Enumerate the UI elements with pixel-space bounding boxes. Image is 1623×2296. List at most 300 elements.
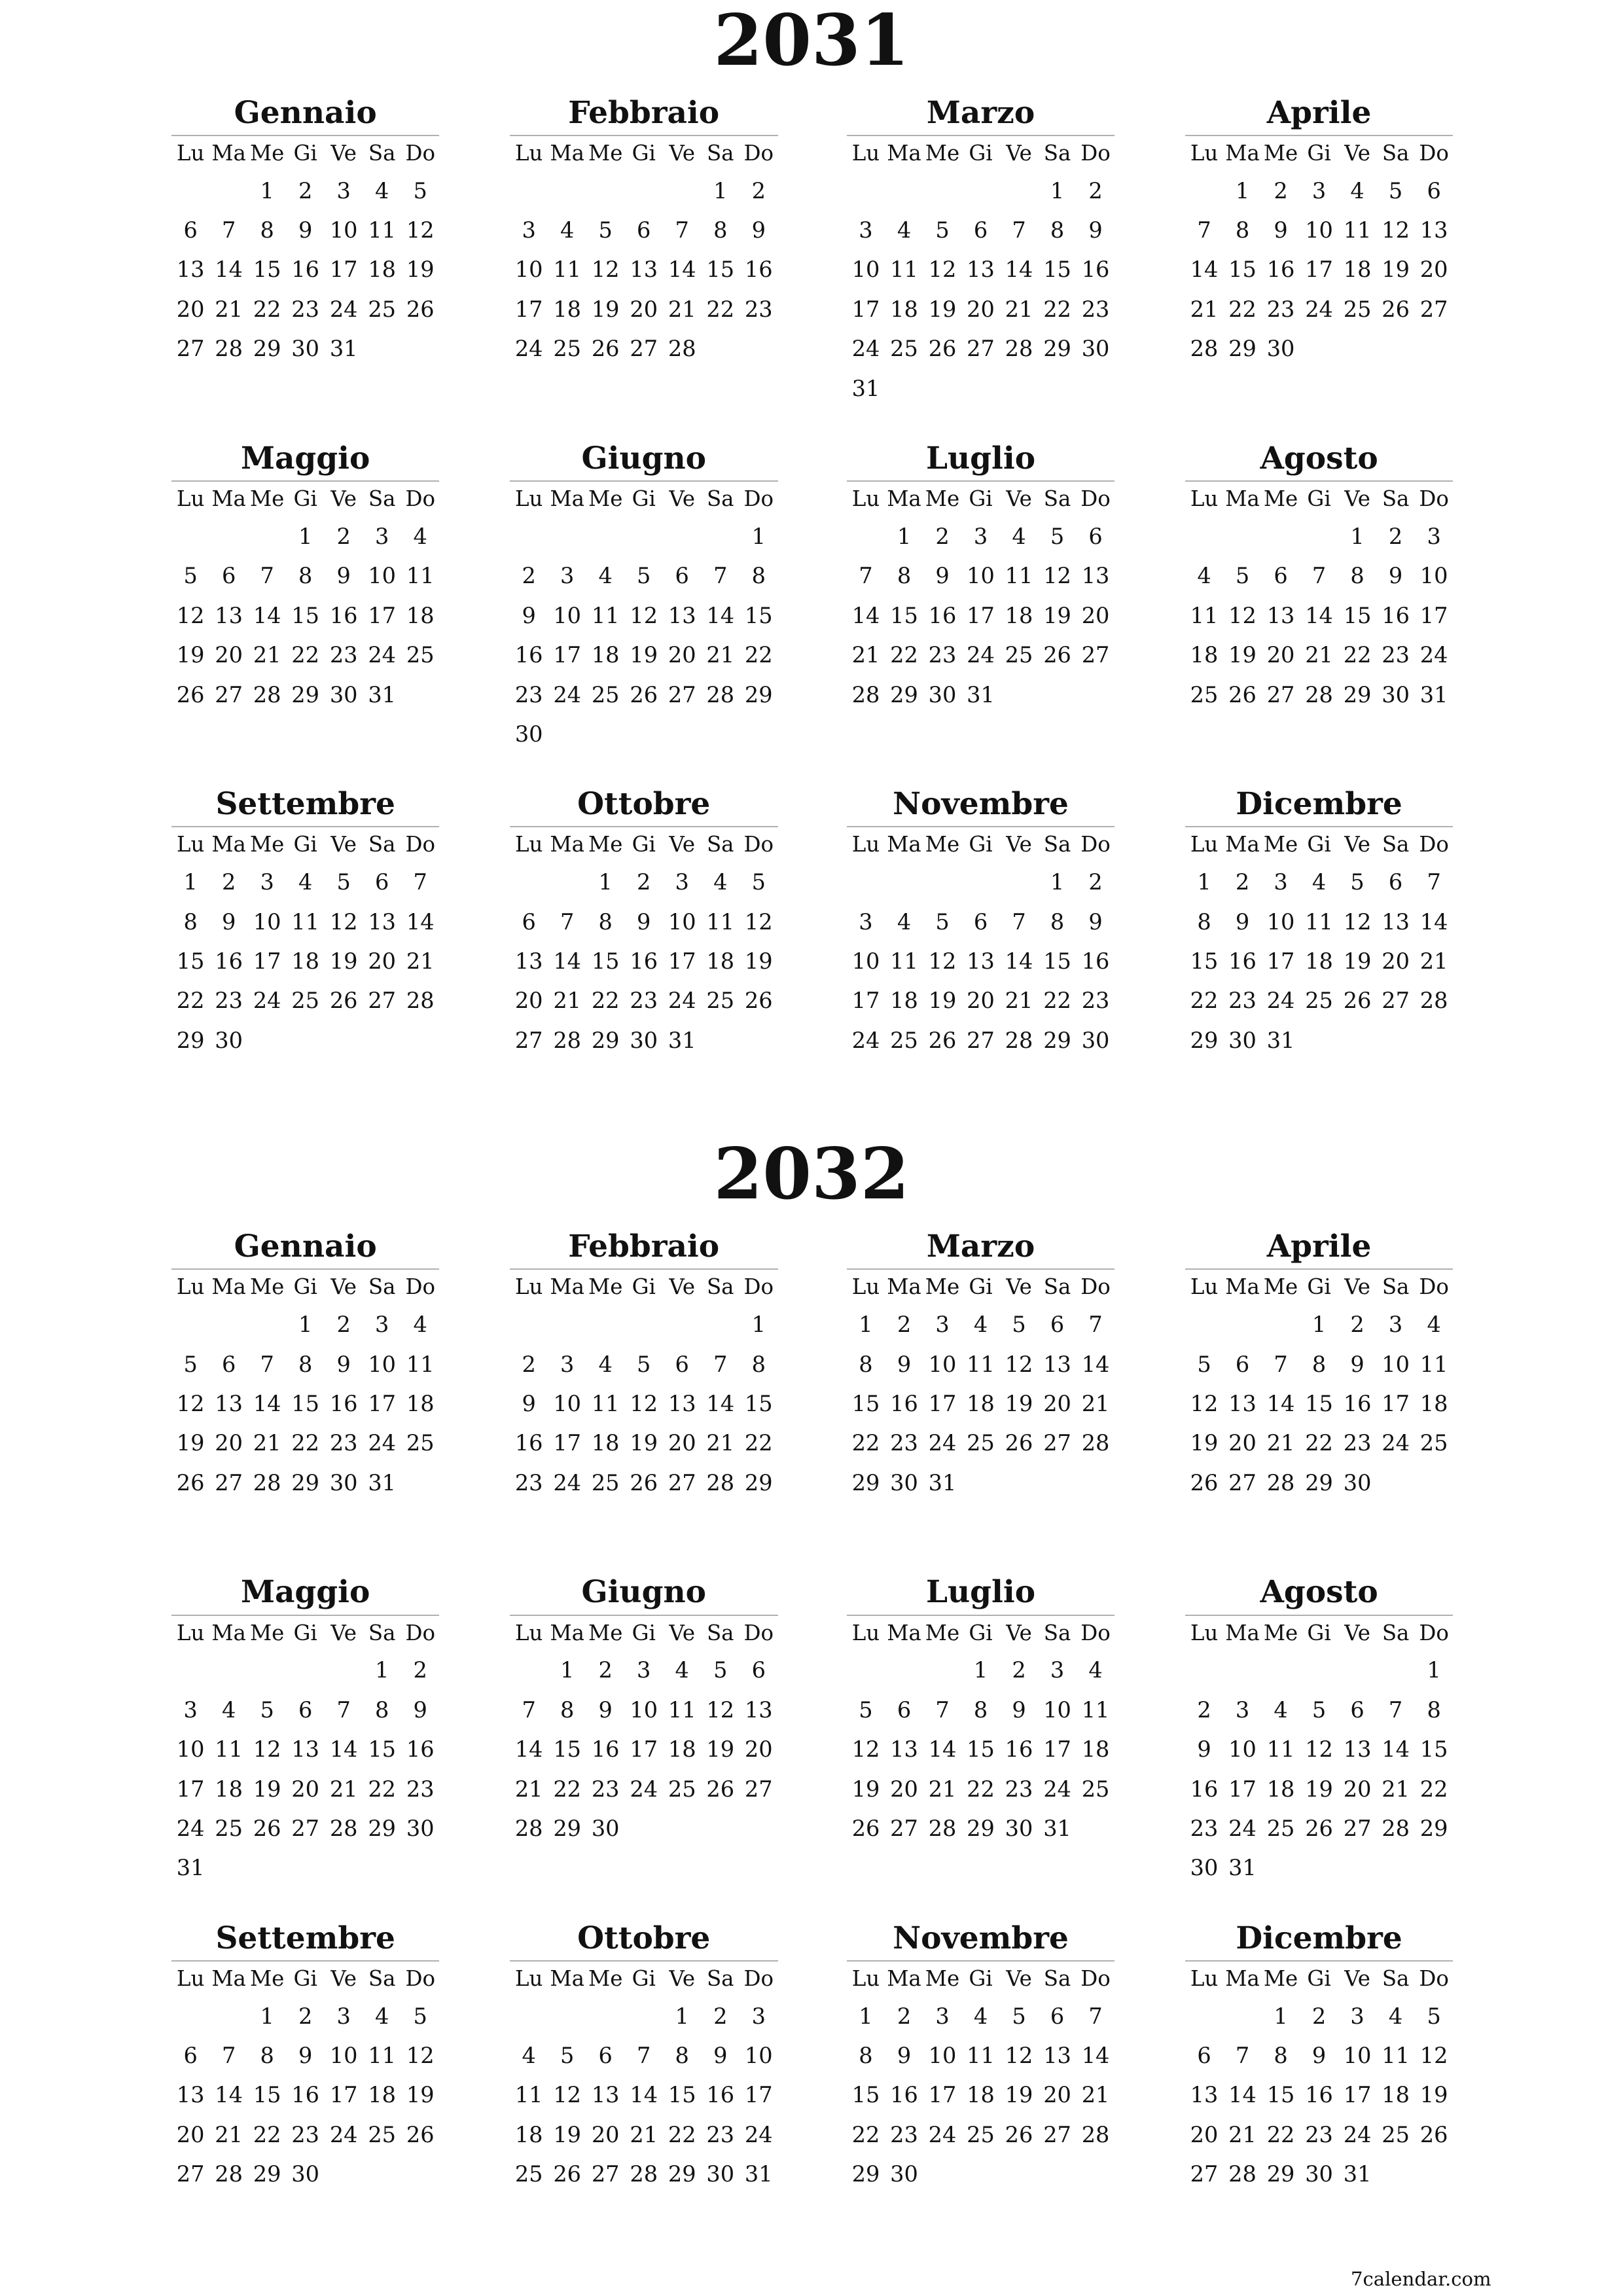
day-cell: 22 [1190, 988, 1219, 1014]
day-cell: 27 [890, 1816, 918, 1841]
day-cell: 20 [176, 2121, 205, 2147]
month-name: Luglio [925, 1574, 1036, 1611]
month-name: Maggio [240, 1574, 370, 1611]
empty-day-cell [885, 863, 923, 902]
day-grid [847, 1616, 1115, 1849]
day-cell: 28 [1266, 1469, 1295, 1496]
day-cell: 24 [1228, 1816, 1257, 1841]
day-cell: 24 [176, 1816, 205, 1841]
day-cell: 11 [291, 908, 320, 935]
day-cell: 29 [1419, 1816, 1448, 1841]
day-cell: 4 [375, 177, 389, 204]
day-cell: 9 [336, 1351, 351, 1377]
day-cell: 13 [1228, 1390, 1257, 1416]
weekday-label: Do [405, 486, 435, 512]
day-cell: 19 [1005, 2082, 1033, 2108]
day-cell: 1 [183, 869, 198, 895]
month-block [510, 91, 778, 369]
day-cell: 20 [1081, 602, 1110, 628]
day-cell: 30 [1081, 336, 1110, 362]
empty-day-cell [1185, 1997, 1224, 2036]
day-cell: 26 [630, 681, 658, 708]
empty-day-cell [209, 1997, 248, 2036]
day-cell: 16 [1190, 1776, 1219, 1802]
weekday-label: Lu [176, 1274, 205, 1300]
day-cell: 25 [967, 1430, 995, 1456]
day-cell: 18 [1305, 948, 1333, 974]
day-cell: 28 [253, 1469, 281, 1496]
weekday-label: Me [588, 832, 623, 857]
day-cell: 12 [1005, 2042, 1033, 2068]
day-cell: 13 [890, 1736, 918, 1763]
weekday-label: Do [405, 1620, 435, 1645]
day-cell: 19 [744, 948, 773, 974]
day-cell: 7 [713, 1351, 728, 1377]
day-cell: 23 [514, 681, 543, 708]
day-cell: 21 [668, 296, 696, 322]
month-block [1185, 437, 1454, 715]
month-block [1185, 1916, 1454, 2195]
weekday-label: Ve [330, 486, 357, 512]
empty-day-cell [209, 171, 248, 211]
day-cell: 3 [336, 2003, 351, 2029]
day-cell: 28 [1190, 336, 1219, 362]
day-cell: 20 [591, 2121, 620, 2147]
day-cell: 21 [1382, 1776, 1410, 1802]
day-cell: 8 [1274, 2042, 1288, 2068]
day-cell: 30 [928, 681, 957, 708]
day-cell: 2 [413, 1657, 427, 1683]
weekday-label: Me [249, 486, 285, 512]
empty-day-cell [923, 1651, 962, 1690]
day-cell: 14 [329, 1736, 358, 1763]
day-cell: 10 [368, 563, 397, 589]
day-cell: 2 [298, 2003, 313, 2029]
day-cell: 22 [368, 1776, 397, 1802]
day-cell: 17 [851, 296, 880, 322]
day-grid [171, 136, 440, 369]
day-cell: 25 [368, 296, 397, 322]
empty-day-cell [171, 517, 210, 556]
day-cell: 15 [368, 1736, 397, 1763]
day-cell: 4 [1088, 1657, 1103, 1683]
day-cell: 14 [1419, 908, 1448, 935]
day-cell: 1 [751, 523, 766, 549]
day-cell: 23 [1190, 1816, 1219, 1841]
day-cell: 3 [751, 2003, 766, 2029]
day-cell: 24 [1419, 642, 1448, 668]
day-cell: 16 [1266, 257, 1295, 283]
day-cell: 27 [1343, 1816, 1372, 1841]
day-cell: 26 [1305, 1816, 1333, 1841]
day-cell: 7 [1388, 1696, 1403, 1723]
weekday-label: Me [1263, 1965, 1298, 1991]
day-cell: 4 [560, 217, 575, 243]
day-cell: 4 [1427, 1312, 1441, 1338]
day-cell: 14 [253, 602, 281, 628]
day-cell: 7 [1235, 2042, 1250, 2068]
day-grid [1185, 827, 1454, 1060]
weekday-label: Ve [1344, 1274, 1370, 1300]
day-cell: 19 [630, 642, 658, 668]
day-cell: 7 [675, 217, 689, 243]
weekday-label: Ma [211, 140, 246, 166]
day-cell: 30 [706, 2161, 735, 2187]
weekday-label: Sa [1043, 1965, 1071, 1991]
weekday-label: Me [249, 140, 285, 166]
weekday-label: Sa [1043, 1620, 1071, 1645]
day-cell: 19 [630, 1430, 658, 1456]
day-cell: 30 [1343, 1469, 1372, 1496]
month-block [847, 782, 1115, 1060]
day-cell: 7 [413, 869, 427, 895]
day-cell: 28 [1005, 336, 1033, 362]
day-cell: 8 [751, 563, 766, 589]
day-cell: 9 [413, 1696, 427, 1723]
day-cell: 5 [260, 1696, 274, 1723]
day-cell: 20 [967, 296, 995, 322]
day-cell: 12 [553, 2082, 582, 2108]
day-cell: 26 [706, 1776, 735, 1802]
day-cell: 13 [630, 257, 658, 283]
day-cell: 7 [522, 1696, 536, 1723]
day-cell: 11 [967, 1351, 995, 1377]
month-block [171, 1916, 440, 2195]
day-cell: 16 [890, 1390, 918, 1416]
day-cell: 22 [291, 1430, 320, 1456]
day-cell: 5 [1311, 1696, 1327, 1723]
day-cell: 7 [1427, 869, 1441, 895]
day-cell: 26 [630, 1469, 658, 1496]
empty-day-cell [1223, 1997, 1262, 2036]
day-cell: 12 [928, 257, 957, 283]
day-grid [510, 827, 778, 1060]
day-cell: 15 [253, 257, 281, 283]
day-cell: 12 [406, 2042, 435, 2068]
day-cell: 1 [1050, 177, 1065, 204]
day-cell: 28 [851, 681, 880, 708]
weekday-label: Ve [669, 1620, 696, 1645]
weekday-label: Sa [706, 1274, 734, 1300]
day-cell: 26 [1005, 1430, 1033, 1456]
weekday-label: Me [588, 1274, 623, 1300]
day-cell: 22 [706, 296, 735, 322]
day-cell: 19 [553, 2121, 582, 2147]
day-cell: 4 [897, 217, 912, 243]
month-block [847, 1570, 1115, 1848]
weekday-label: Gi [1307, 832, 1331, 857]
day-grid [1185, 482, 1454, 715]
day-cell: 12 [1043, 563, 1071, 589]
month-block [1185, 782, 1454, 1060]
day-cell: 19 [706, 1736, 735, 1763]
day-cell: 21 [1081, 1390, 1110, 1416]
day-cell: 8 [1427, 1696, 1441, 1723]
day-cell: 30 [1305, 2161, 1333, 2187]
day-cell: 18 [1343, 257, 1372, 283]
empty-day-cell [1262, 1651, 1300, 1690]
day-cell: 7 [221, 2042, 236, 2068]
day-cell: 6 [375, 869, 389, 895]
day-cell: 20 [668, 1430, 696, 1456]
empty-day-cell [885, 1651, 923, 1690]
day-cell: 2 [1088, 869, 1103, 895]
empty-day-cell [847, 1651, 885, 1690]
day-cell: 10 [630, 1696, 658, 1723]
day-cell: 7 [637, 2042, 651, 2068]
day-cell: 13 [1043, 1351, 1071, 1377]
weekday-label: Lu [514, 1620, 543, 1645]
day-cell: 14 [1005, 948, 1033, 974]
day-cell: 26 [406, 2121, 435, 2147]
weekday-label: Ma [1225, 1274, 1260, 1300]
weekday-label: Do [1080, 486, 1111, 512]
weekday-label: Sa [706, 1620, 734, 1645]
empty-day-cell [961, 863, 1000, 902]
day-cell: 4 [973, 1312, 988, 1338]
month-block [510, 437, 778, 754]
day-cell: 15 [1043, 948, 1071, 974]
empty-day-cell [586, 171, 625, 211]
day-cell: 8 [751, 1351, 766, 1377]
day-cell: 7 [336, 1696, 351, 1723]
day-cell: 2 [1274, 177, 1288, 204]
day-cell: 9 [1388, 563, 1403, 589]
weekday-label: Lu [851, 832, 880, 857]
day-cell: 8 [598, 908, 613, 935]
day-cell: 12 [329, 908, 358, 935]
day-cell: 16 [591, 1736, 620, 1763]
day-cell: 9 [713, 2042, 728, 2068]
day-cell: 26 [176, 681, 205, 708]
day-cell: 12 [406, 217, 435, 243]
day-cell: 20 [668, 642, 696, 668]
day-cell: 26 [851, 1816, 880, 1841]
day-cell: 20 [1043, 2082, 1071, 2108]
weekday-label: Lu [514, 832, 543, 857]
day-cell: 1 [751, 1312, 766, 1338]
day-cell: 13 [215, 1390, 243, 1416]
day-cell: 27 [1266, 681, 1295, 708]
month-name: Novembre [893, 786, 1069, 823]
day-cell: 18 [706, 948, 735, 974]
empty-day-cell [663, 171, 702, 211]
day-cell: 30 [1228, 1027, 1257, 1053]
day-cell: 7 [1197, 217, 1211, 243]
day-cell: 9 [1274, 217, 1288, 243]
day-cell: 24 [368, 642, 397, 668]
day-cell: 16 [406, 1736, 435, 1763]
day-cell: 8 [298, 563, 313, 589]
day-cell: 27 [215, 1469, 243, 1496]
empty-day-cell [548, 1997, 586, 2036]
day-cell: 28 [253, 681, 281, 708]
day-cell: 21 [630, 2121, 658, 2147]
weekday-label: Ma [887, 832, 921, 857]
weekday-label: Sa [1382, 832, 1410, 857]
weekday-label: Sa [1382, 1274, 1410, 1300]
weekday-label: Ve [669, 486, 696, 512]
day-cell: 29 [253, 336, 281, 362]
day-cell: 15 [706, 257, 735, 283]
day-cell: 29 [291, 681, 320, 708]
day-cell: 4 [1311, 869, 1327, 895]
day-grid [1185, 136, 1454, 369]
day-cell: 9 [1088, 217, 1103, 243]
weekday-label: Me [249, 1965, 285, 1991]
day-cell: 30 [890, 2161, 918, 2187]
day-cell: 18 [591, 1430, 620, 1456]
day-cell: 23 [1382, 642, 1410, 668]
weekday-label: Me [249, 1620, 285, 1645]
day-cell: 13 [1266, 602, 1295, 628]
day-cell: 13 [176, 257, 205, 283]
day-cell: 22 [1043, 988, 1071, 1014]
day-cell: 22 [1305, 1430, 1333, 1456]
month-name: Settembre [215, 786, 395, 823]
day-cell: 17 [1043, 1736, 1071, 1763]
day-cell: 30 [291, 336, 320, 362]
day-cell: 31 [1266, 1027, 1295, 1053]
day-cell: 10 [668, 908, 696, 935]
weekday-label: Lu [851, 1965, 880, 1991]
day-cell: 27 [1043, 1430, 1071, 1456]
day-cell: 28 [215, 2161, 243, 2187]
weekday-label: Gi [293, 1620, 317, 1645]
day-grid [171, 1270, 440, 1503]
day-cell: 24 [1043, 1776, 1071, 1802]
day-cell: 3 [935, 2003, 950, 2029]
day-cell: 11 [406, 1351, 435, 1377]
day-cell: 12 [630, 602, 658, 628]
empty-day-cell [171, 1651, 210, 1690]
day-cell: 10 [368, 1351, 397, 1377]
day-cell: 25 [591, 1469, 620, 1496]
day-cell: 16 [1305, 2082, 1333, 2108]
day-cell: 4 [675, 1657, 689, 1683]
day-cell: 5 [183, 1351, 198, 1377]
empty-day-cell [209, 1651, 248, 1690]
day-cell: 1 [1311, 1312, 1327, 1338]
weekday-label: Gi [632, 486, 656, 512]
day-cell: 5 [859, 1696, 873, 1723]
day-cell: 10 [851, 257, 880, 283]
day-cell: 26 [1190, 1469, 1219, 1496]
month-name: Giugno [581, 1574, 706, 1611]
day-cell: 9 [1012, 1696, 1026, 1723]
empty-day-cell [847, 863, 885, 902]
day-cell: 4 [897, 908, 912, 935]
day-cell: 16 [215, 948, 243, 974]
day-cell: 29 [291, 1469, 320, 1496]
weekday-label: Do [1419, 486, 1449, 512]
day-cell: 15 [744, 602, 773, 628]
day-cell: 27 [176, 2161, 205, 2187]
day-cell: 10 [553, 1390, 582, 1416]
weekday-label: Do [743, 486, 774, 512]
day-cell: 23 [890, 1430, 918, 1456]
day-cell: 10 [928, 2042, 957, 2068]
day-cell: 14 [514, 1736, 543, 1763]
day-cell: 12 [744, 908, 773, 935]
day-cell: 11 [890, 948, 918, 974]
month-block [1185, 91, 1454, 369]
day-cell: 3 [859, 908, 873, 935]
day-cell: 24 [928, 1430, 957, 1456]
weekday-label: Lu [176, 486, 205, 512]
weekday-label: Me [925, 1620, 960, 1645]
day-cell: 5 [413, 177, 427, 204]
day-cell: 4 [598, 563, 613, 589]
empty-day-cell [1185, 517, 1224, 556]
day-cell: 25 [1081, 1776, 1110, 1802]
day-cell: 5 [336, 869, 351, 895]
day-cell: 8 [298, 1351, 313, 1377]
day-cell: 18 [668, 1736, 696, 1763]
day-cell: 22 [967, 1776, 995, 1802]
weekday-label: Sa [368, 140, 396, 166]
day-cell: 13 [176, 2082, 205, 2108]
day-cell: 11 [368, 2042, 397, 2068]
day-cell: 28 [1419, 988, 1448, 1014]
weekday-label: Lu [1190, 832, 1219, 857]
day-cell: 19 [591, 296, 620, 322]
weekday-label: Ma [887, 1620, 921, 1645]
day-cell: 5 [1388, 177, 1403, 204]
month-block [171, 91, 440, 369]
day-cell: 18 [1081, 1736, 1110, 1763]
day-cell: 13 [1382, 908, 1410, 935]
day-cell: 8 [260, 217, 274, 243]
day-cell: 5 [1235, 563, 1250, 589]
day-cell: 21 [851, 642, 880, 668]
day-cell: 20 [215, 642, 243, 668]
day-cell: 23 [630, 988, 658, 1014]
day-cell: 16 [1081, 948, 1110, 974]
day-cell: 14 [706, 1390, 735, 1416]
weekday-label: Gi [1307, 486, 1331, 512]
weekday-label: Ma [211, 486, 246, 512]
day-cell: 4 [413, 523, 427, 549]
day-cell: 26 [928, 336, 957, 362]
day-cell: 24 [967, 642, 995, 668]
day-cell: 16 [1382, 602, 1410, 628]
empty-day-cell [171, 171, 210, 211]
day-grid [510, 1616, 778, 1849]
weekday-label: Ma [550, 1965, 584, 1991]
day-cell: 21 [1190, 296, 1219, 322]
day-cell: 19 [928, 988, 957, 1014]
day-cell: 23 [890, 2121, 918, 2147]
day-cell: 6 [1050, 2003, 1065, 2029]
weekday-label: Me [249, 832, 285, 857]
weekday-label: Ma [211, 1274, 246, 1300]
weekday-label: Ve [330, 1274, 357, 1300]
day-cell: 6 [1388, 869, 1403, 895]
day-cell: 6 [1350, 1696, 1364, 1723]
month-block [847, 1225, 1115, 1503]
day-cell: 16 [706, 2082, 735, 2108]
day-cell: 17 [514, 296, 543, 322]
day-cell: 21 [1005, 296, 1033, 322]
day-cell: 23 [1081, 988, 1110, 1014]
day-cell: 9 [1088, 908, 1103, 935]
day-cell: 30 [1081, 1027, 1110, 1053]
day-cell: 10 [1266, 908, 1295, 935]
day-cell: 26 [1343, 988, 1372, 1014]
day-cell: 3 [973, 523, 988, 549]
day-cell: 31 [928, 1469, 957, 1496]
